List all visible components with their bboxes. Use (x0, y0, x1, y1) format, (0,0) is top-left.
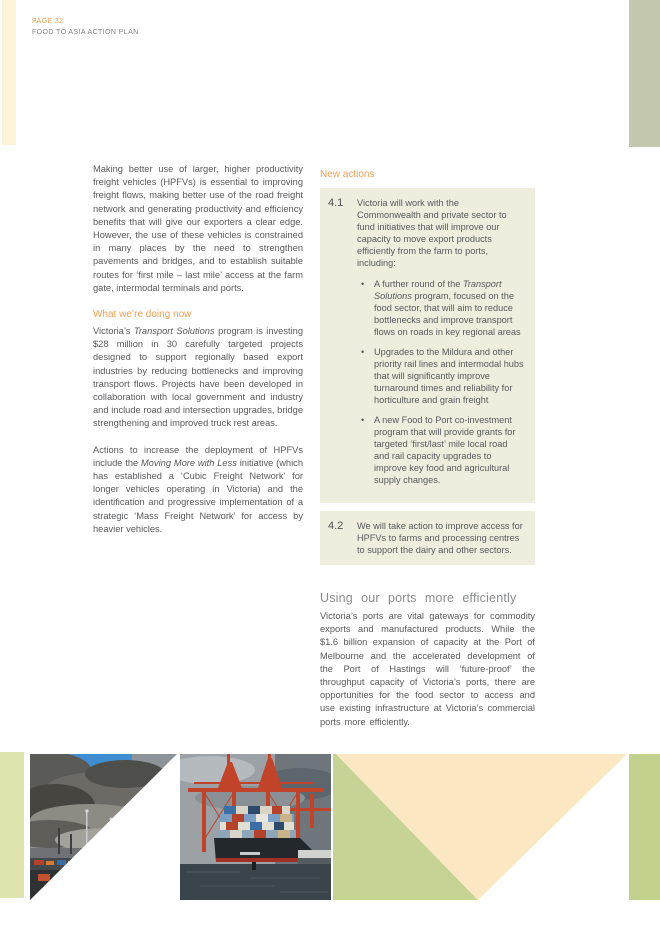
bullet-icon: • (361, 347, 365, 357)
container-ship-illustration (180, 754, 331, 900)
doing-now-paragraph-1: Victoria’s Transport Solutions program is investing $28 million in 30 carefully targeted projects designed to support regionally based export industries by reducing bottlenecks and improving transport flows. Projects have been developed in collaboration with local government and industry and include road and intersection upgrades, bridge strengthening and improved truck rest areas. (93, 326, 303, 429)
port-skyline-illustration (30, 754, 177, 900)
bottom-right-accent-strip (629, 754, 660, 900)
heading-what-were-doing-now: What we’re doing now (93, 309, 192, 321)
right-column (320, 163, 535, 729)
top-left-accent-strip (2, 0, 16, 145)
action-body-4-1 (357, 197, 525, 494)
action-bullet (357, 278, 525, 338)
left-column (93, 163, 303, 549)
bullet-text: A new Food to Port co-investment program that will provide grants for targeted ‘first/last’ mile local road and rail capacity upgrades to improve key food and agricultural supply changes. (374, 415, 516, 485)
bottom-left-accent-strip (0, 752, 24, 898)
action-body-4-2 (357, 520, 525, 556)
action-bullet (357, 414, 525, 486)
bullet-text: Upgrades to the Mildura and other priority rail lines and intermodal hubs that will significantly improve turnaround times and reliability for horticulture and grain freight (374, 347, 524, 405)
action-number-4-2: 4.2 (328, 520, 344, 532)
ports-paragraph: Victoria’s ports are vital gateways for commodity exports and manufactured products. While the $1.6 billion expansion of capacity at the Port of Melbourne and the accelerated development of the Port of Hastings will ‘future-proof’ the throughput capacity of Victoria’s ports, there are opportunities for the food sector to access and use existing infrastructure at Victoria’s commercial ports more efficiently. (320, 611, 535, 727)
running-header (32, 16, 139, 38)
heading-new-actions: New actions (320, 169, 375, 180)
port-skyline-photo (30, 754, 177, 900)
document-title: FOOD TO ASIA ACTION PLAN (32, 29, 139, 36)
action-item-4-1 (320, 188, 535, 503)
heading-using-our-ports: Using our ports more efficiently (320, 591, 517, 605)
top-right-accent-strip (629, 0, 660, 147)
doing-now-paragraph-2: Actions to increase the deployment of HPFVs include the Moving More with Less initiative (which has established a ‘Cubic Freight Network’ for longer vehicles operating in Victoria) and the identification and progressive implementation of a strategic ‘Mass Freight Network’ for access by heavier vehicles. (93, 444, 303, 534)
bullet-text: A further round of the Transport Solutions program, focused on the food sector, that will aim to reduce bottlenecks and improve transport flows on roads in key regional areas (374, 279, 521, 337)
action-intro-text: Victoria will work with the Commonwealth and private sector to fund initiatives that will improve our capacity to move export products efficiently from the farm to ports, including: (357, 198, 507, 268)
bullet-icon: • (361, 279, 365, 289)
action-item-4-2 (320, 511, 535, 565)
action-number-4-1: 4.1 (328, 197, 344, 209)
action-bullet-list (357, 278, 525, 486)
container-ship-photo (180, 754, 331, 900)
page-number-label: PAGE 32 (32, 18, 64, 25)
bullet-icon: • (361, 415, 365, 425)
action-intro-text: We will take action to improve access for HPFVs to farms and processing centres to support the dairy and other sectors. (357, 521, 523, 555)
intro-paragraph: Making better use of larger, higher productivity freight vehicles (HPFVs) is essential to improving freight flows, making better use of the road freight network and generating productivity and efficiency benefits that will give our exporters a clear edge. However, the use of these vehicles is constrained in many places by the need to strengthen pavements and bridges, and to establish suitable routes for ‘first mile – last mile’ access at the farm gate, intermodal terminals and ports. (93, 164, 303, 293)
action-bullet (357, 346, 525, 406)
